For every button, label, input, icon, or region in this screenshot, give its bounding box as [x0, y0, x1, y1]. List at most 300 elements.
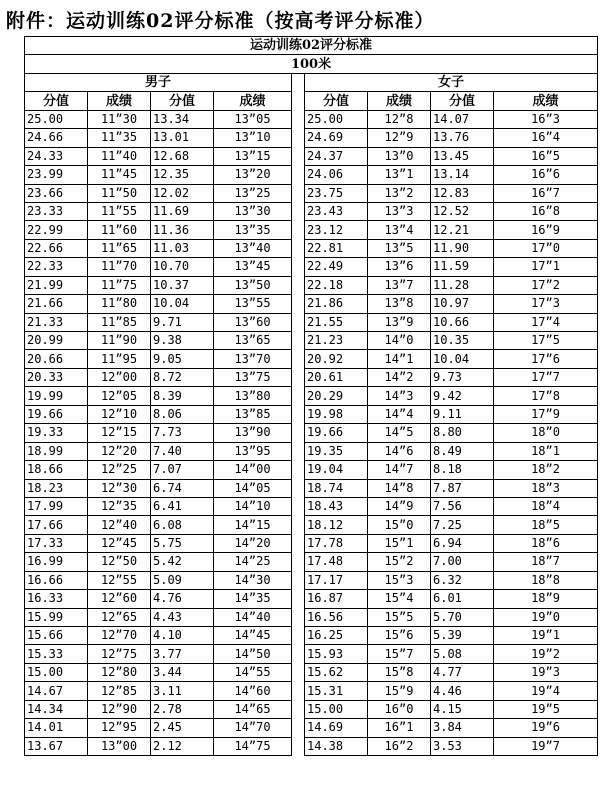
male-score-1-cell: 19.66 — [25, 405, 88, 423]
column-gap — [292, 682, 305, 700]
column-gap — [292, 184, 305, 202]
male-result-2-cell: 13”45 — [214, 258, 292, 276]
male-score-2-cell: 3.11 — [151, 682, 214, 700]
male-score-1-cell: 16.99 — [25, 553, 88, 571]
table-row — [25, 276, 598, 294]
male-result-2-cell: 14”55 — [214, 663, 292, 681]
column-gap — [292, 497, 305, 515]
male-result-2-cell: 13”80 — [214, 387, 292, 405]
table-row — [25, 534, 598, 552]
male-result-2-cell: 13”85 — [214, 405, 292, 423]
female-score-1-cell: 18.12 — [305, 516, 368, 534]
male-score-2-cell: 11.03 — [151, 239, 214, 257]
female-score-1-cell: 14.69 — [305, 719, 368, 737]
female-score-1-cell: 19.04 — [305, 461, 368, 479]
female-result-1-cell: 14”1 — [368, 350, 431, 368]
male-result-2-cell: 14”45 — [214, 627, 292, 645]
female-result-2-cell: 16”5 — [494, 147, 598, 165]
male-result-2-cell: 13”50 — [214, 276, 292, 294]
female-score-2-cell: 12.52 — [431, 202, 494, 220]
female-header: 女子 — [305, 73, 598, 91]
male-result-1-cell: 12”45 — [88, 534, 151, 552]
female-result-1-cell: 14”6 — [368, 442, 431, 460]
male-result-2-cell: 14”70 — [214, 719, 292, 737]
female-score-1-cell: 22.81 — [305, 239, 368, 257]
male-result-1-cell: 12”75 — [88, 645, 151, 663]
female-score-2-cell: 8.49 — [431, 442, 494, 460]
column-gap — [292, 110, 305, 128]
table-row — [25, 221, 598, 239]
male-score-2-cell: 5.75 — [151, 534, 214, 552]
female-score-2-cell: 12.83 — [431, 184, 494, 202]
male-result-header-1: 成绩 — [88, 92, 151, 110]
female-result-2-cell: 19”0 — [494, 608, 598, 626]
scoring-table — [24, 36, 598, 756]
female-score-1-cell: 17.17 — [305, 571, 368, 589]
male-result-2-cell: 13”90 — [214, 424, 292, 442]
male-result-2-cell: 13”65 — [214, 332, 292, 350]
female-score-2-cell: 10.35 — [431, 332, 494, 350]
female-score-1-cell: 20.61 — [305, 368, 368, 386]
female-result-2-cell: 16”6 — [494, 166, 598, 184]
male-score-1-cell: 18.23 — [25, 479, 88, 497]
male-result-1-cell: 12”85 — [88, 682, 151, 700]
male-result-1-cell: 11”40 — [88, 147, 151, 165]
column-gap — [292, 129, 305, 147]
female-result-2-cell: 19”6 — [494, 719, 598, 737]
male-score-2-cell: 3.77 — [151, 645, 214, 663]
male-result-1-cell: 11”95 — [88, 350, 151, 368]
female-result-1-cell: 12”9 — [368, 129, 431, 147]
male-result-1-cell: 11”85 — [88, 313, 151, 331]
male-score-2-cell: 10.37 — [151, 276, 214, 294]
table-row — [25, 479, 598, 497]
male-score-1-cell: 16.66 — [25, 571, 88, 589]
column-gap — [292, 387, 305, 405]
male-score-1-cell: 24.33 — [25, 147, 88, 165]
female-result-1-cell: 15”2 — [368, 553, 431, 571]
male-result-2-cell: 13”70 — [214, 350, 292, 368]
male-result-2-cell: 14”60 — [214, 682, 292, 700]
female-score-header-1: 分值 — [305, 92, 368, 110]
table-row — [25, 166, 598, 184]
female-score-1-cell: 24.69 — [305, 129, 368, 147]
female-result-1-cell: 15”0 — [368, 516, 431, 534]
female-score-2-cell: 7.56 — [431, 497, 494, 515]
male-result-1-cell: 12”15 — [88, 424, 151, 442]
female-result-1-cell: 14”4 — [368, 405, 431, 423]
female-result-2-cell: 18”4 — [494, 497, 598, 515]
table-row — [25, 627, 598, 645]
male-result-1-cell: 11”35 — [88, 129, 151, 147]
column-gap — [292, 424, 305, 442]
column-gap — [292, 350, 305, 368]
table-row — [25, 442, 598, 460]
table-row — [25, 682, 598, 700]
male-score-1-cell: 23.66 — [25, 184, 88, 202]
column-gap — [292, 663, 305, 681]
male-result-2-cell: 14”25 — [214, 553, 292, 571]
male-score-2-cell: 6.74 — [151, 479, 214, 497]
female-score-2-cell: 11.28 — [431, 276, 494, 294]
male-result-2-cell: 14”65 — [214, 700, 292, 718]
female-result-1-cell: 15”8 — [368, 663, 431, 681]
table-row — [25, 461, 598, 479]
male-result-1-cell: 11”80 — [88, 295, 151, 313]
male-score-header-2: 分值 — [151, 92, 214, 110]
male-score-1-cell: 22.33 — [25, 258, 88, 276]
male-score-1-cell: 16.33 — [25, 590, 88, 608]
column-gap — [292, 332, 305, 350]
female-result-header-2: 成绩 — [494, 92, 598, 110]
female-result-1-cell: 14”7 — [368, 461, 431, 479]
male-score-2-cell: 10.70 — [151, 258, 214, 276]
male-score-1-cell: 25.00 — [25, 110, 88, 128]
female-score-2-cell: 5.39 — [431, 627, 494, 645]
table-row — [25, 129, 598, 147]
male-result-1-cell: 11”30 — [88, 110, 151, 128]
male-result-2-cell: 13”25 — [214, 184, 292, 202]
table-row — [25, 700, 598, 718]
male-result-2-cell: 13”75 — [214, 368, 292, 386]
female-score-2-cell: 9.11 — [431, 405, 494, 423]
male-score-1-cell: 18.99 — [25, 442, 88, 460]
female-result-1-cell: 13”8 — [368, 295, 431, 313]
female-score-2-cell: 5.70 — [431, 608, 494, 626]
male-score-2-cell: 12.35 — [151, 166, 214, 184]
female-result-2-cell: 18”1 — [494, 442, 598, 460]
table-row — [25, 295, 598, 313]
female-score-header-2: 分值 — [431, 92, 494, 110]
male-result-2-cell: 14”10 — [214, 497, 292, 515]
male-score-1-cell: 20.66 — [25, 350, 88, 368]
male-result-1-cell: 12”30 — [88, 479, 151, 497]
female-result-2-cell: 17”5 — [494, 332, 598, 350]
male-score-1-cell: 15.66 — [25, 627, 88, 645]
female-result-2-cell: 18”2 — [494, 461, 598, 479]
male-result-2-cell: 13”35 — [214, 221, 292, 239]
male-score-1-cell: 15.99 — [25, 608, 88, 626]
male-result-1-cell: 12”20 — [88, 442, 151, 460]
male-score-1-cell: 17.66 — [25, 516, 88, 534]
female-result-1-cell: 15”9 — [368, 682, 431, 700]
female-score-1-cell: 24.37 — [305, 147, 368, 165]
column-gap — [292, 719, 305, 737]
female-result-1-cell: 14”0 — [368, 332, 431, 350]
male-score-2-cell: 8.72 — [151, 368, 214, 386]
table-title: 运动训练02评分标准 — [25, 37, 598, 55]
male-score-1-cell: 19.99 — [25, 387, 88, 405]
column-gap — [292, 571, 305, 589]
female-score-2-cell: 7.25 — [431, 516, 494, 534]
female-score-1-cell: 15.00 — [305, 700, 368, 718]
male-score-1-cell: 17.33 — [25, 534, 88, 552]
female-score-1-cell: 22.18 — [305, 276, 368, 294]
female-result-2-cell: 17”4 — [494, 313, 598, 331]
female-score-1-cell: 18.43 — [305, 497, 368, 515]
female-result-1-cell: 14”3 — [368, 387, 431, 405]
male-result-2-cell: 14”20 — [214, 534, 292, 552]
male-result-1-cell: 11”45 — [88, 166, 151, 184]
male-score-1-cell: 20.99 — [25, 332, 88, 350]
male-result-1-cell: 12”40 — [88, 516, 151, 534]
column-gap — [292, 239, 305, 257]
male-score-2-cell: 9.71 — [151, 313, 214, 331]
column-gap — [292, 221, 305, 239]
male-score-1-cell: 19.33 — [25, 424, 88, 442]
female-score-1-cell: 18.74 — [305, 479, 368, 497]
column-gap — [292, 276, 305, 294]
male-score-2-cell: 6.41 — [151, 497, 214, 515]
male-result-1-cell: 12”25 — [88, 461, 151, 479]
male-score-2-cell: 8.39 — [151, 387, 214, 405]
table-row — [25, 590, 598, 608]
female-result-2-cell: 18”7 — [494, 553, 598, 571]
female-result-2-cell: 18”5 — [494, 516, 598, 534]
column-gap — [292, 645, 305, 663]
female-score-1-cell: 23.75 — [305, 184, 368, 202]
female-result-2-cell: 19”1 — [494, 627, 598, 645]
female-score-2-cell: 7.00 — [431, 553, 494, 571]
female-score-1-cell: 17.48 — [305, 553, 368, 571]
male-result-1-cell: 12”60 — [88, 590, 151, 608]
column-gap — [292, 92, 305, 110]
female-score-2-cell: 6.32 — [431, 571, 494, 589]
female-result-2-cell: 19”7 — [494, 737, 598, 755]
male-score-2-cell: 9.05 — [151, 350, 214, 368]
female-score-1-cell: 24.06 — [305, 166, 368, 184]
male-result-2-cell: 13”55 — [214, 295, 292, 313]
female-score-2-cell: 5.08 — [431, 645, 494, 663]
male-score-2-cell: 13.34 — [151, 110, 214, 128]
table-row — [25, 368, 598, 386]
male-result-1-cell: 11”90 — [88, 332, 151, 350]
female-score-1-cell: 14.38 — [305, 737, 368, 755]
male-result-1-cell: 12”35 — [88, 497, 151, 515]
male-result-1-cell: 12”80 — [88, 663, 151, 681]
male-result-1-cell: 13”00 — [88, 737, 151, 755]
table-row — [25, 737, 598, 755]
female-result-1-cell: 13”3 — [368, 202, 431, 220]
table-row — [25, 313, 598, 331]
female-result-2-cell: 19”2 — [494, 645, 598, 663]
female-score-2-cell: 13.45 — [431, 147, 494, 165]
page-title: 附件：运动训练02评分标准（按高考评分标准） — [6, 10, 435, 32]
female-score-2-cell: 10.66 — [431, 313, 494, 331]
male-score-1-cell: 15.33 — [25, 645, 88, 663]
male-score-1-cell: 24.66 — [25, 129, 88, 147]
male-score-2-cell: 4.43 — [151, 608, 214, 626]
female-result-header-1: 成绩 — [368, 92, 431, 110]
male-score-2-cell: 2.45 — [151, 719, 214, 737]
male-result-2-cell: 13”15 — [214, 147, 292, 165]
male-result-header-2: 成绩 — [214, 92, 292, 110]
male-score-1-cell: 20.33 — [25, 368, 88, 386]
female-result-2-cell: 19”4 — [494, 682, 598, 700]
column-gap — [292, 590, 305, 608]
female-result-2-cell: 17”2 — [494, 276, 598, 294]
female-score-1-cell: 22.49 — [305, 258, 368, 276]
column-gap — [292, 737, 305, 755]
male-result-1-cell: 11”65 — [88, 239, 151, 257]
table-row — [25, 405, 598, 423]
female-result-2-cell: 17”6 — [494, 350, 598, 368]
female-result-2-cell: 18”3 — [494, 479, 598, 497]
male-result-2-cell: 14”00 — [214, 461, 292, 479]
male-result-2-cell: 14”35 — [214, 590, 292, 608]
male-result-2-cell: 13”30 — [214, 202, 292, 220]
female-score-1-cell: 19.98 — [305, 405, 368, 423]
female-result-1-cell: 13”2 — [368, 184, 431, 202]
female-result-1-cell: 13”7 — [368, 276, 431, 294]
male-result-1-cell: 11”60 — [88, 221, 151, 239]
female-result-1-cell: 13”9 — [368, 313, 431, 331]
female-result-1-cell: 15”1 — [368, 534, 431, 552]
female-score-1-cell: 19.35 — [305, 442, 368, 460]
male-result-2-cell: 14”75 — [214, 737, 292, 755]
female-score-2-cell: 4.77 — [431, 663, 494, 681]
female-result-1-cell: 13”0 — [368, 147, 431, 165]
male-score-2-cell: 6.08 — [151, 516, 214, 534]
male-result-2-cell: 14”50 — [214, 645, 292, 663]
female-result-2-cell: 17”9 — [494, 405, 598, 423]
female-score-1-cell: 19.66 — [305, 424, 368, 442]
female-result-1-cell: 13”5 — [368, 239, 431, 257]
female-score-2-cell: 8.80 — [431, 424, 494, 442]
female-score-2-cell: 11.59 — [431, 258, 494, 276]
male-score-2-cell: 7.40 — [151, 442, 214, 460]
female-score-2-cell: 3.84 — [431, 719, 494, 737]
male-result-2-cell: 13”95 — [214, 442, 292, 460]
table-row — [25, 239, 598, 257]
male-score-2-cell: 9.38 — [151, 332, 214, 350]
female-score-2-cell: 8.18 — [431, 461, 494, 479]
table-row — [25, 350, 598, 368]
male-score-2-cell: 7.73 — [151, 424, 214, 442]
female-score-1-cell: 21.86 — [305, 295, 368, 313]
female-result-1-cell: 14”5 — [368, 424, 431, 442]
male-score-1-cell: 23.99 — [25, 166, 88, 184]
table-row — [25, 608, 598, 626]
female-score-2-cell: 4.46 — [431, 682, 494, 700]
female-score-1-cell: 21.55 — [305, 313, 368, 331]
table-row — [25, 424, 598, 442]
female-result-1-cell: 16”1 — [368, 719, 431, 737]
column-gap — [292, 313, 305, 331]
table-row — [25, 258, 598, 276]
female-score-2-cell: 13.76 — [431, 129, 494, 147]
female-result-2-cell: 17”3 — [494, 295, 598, 313]
column-gap — [292, 516, 305, 534]
female-result-2-cell: 18”6 — [494, 534, 598, 552]
male-score-1-cell: 22.99 — [25, 221, 88, 239]
male-result-1-cell: 11”55 — [88, 202, 151, 220]
column-gap — [292, 147, 305, 165]
female-score-1-cell: 15.93 — [305, 645, 368, 663]
female-result-1-cell: 14”9 — [368, 497, 431, 515]
female-score-2-cell: 10.04 — [431, 350, 494, 368]
column-gap — [292, 442, 305, 460]
male-score-2-cell: 8.06 — [151, 405, 214, 423]
female-score-2-cell: 13.14 — [431, 166, 494, 184]
male-result-2-cell: 13”40 — [214, 239, 292, 257]
male-score-1-cell: 23.33 — [25, 202, 88, 220]
female-score-2-cell: 11.90 — [431, 239, 494, 257]
female-result-1-cell: 14”2 — [368, 368, 431, 386]
male-result-1-cell: 11”50 — [88, 184, 151, 202]
table-row — [25, 663, 598, 681]
male-score-2-cell: 10.04 — [151, 295, 214, 313]
female-result-1-cell: 14”8 — [368, 479, 431, 497]
male-score-2-cell: 5.42 — [151, 553, 214, 571]
male-result-2-cell: 13”60 — [214, 313, 292, 331]
male-score-2-cell: 11.36 — [151, 221, 214, 239]
female-score-1-cell: 20.29 — [305, 387, 368, 405]
column-gap — [292, 627, 305, 645]
column-gap — [292, 553, 305, 571]
event-label: 100米 — [25, 55, 598, 73]
column-gap — [292, 534, 305, 552]
male-score-1-cell: 14.67 — [25, 682, 88, 700]
male-score-2-cell: 4.10 — [151, 627, 214, 645]
male-result-1-cell: 12”70 — [88, 627, 151, 645]
column-gap — [292, 479, 305, 497]
male-result-1-cell: 12”90 — [88, 700, 151, 718]
female-score-1-cell: 16.87 — [305, 590, 368, 608]
column-gap — [292, 461, 305, 479]
male-score-2-cell: 4.76 — [151, 590, 214, 608]
female-score-2-cell: 9.73 — [431, 368, 494, 386]
female-result-1-cell: 16”0 — [368, 700, 431, 718]
male-result-2-cell: 14”40 — [214, 608, 292, 626]
female-result-2-cell: 19”5 — [494, 700, 598, 718]
male-score-1-cell: 17.99 — [25, 497, 88, 515]
female-result-2-cell: 19”3 — [494, 663, 598, 681]
female-score-2-cell: 3.53 — [431, 737, 494, 755]
female-result-2-cell: 16”4 — [494, 129, 598, 147]
column-gap — [292, 295, 305, 313]
male-result-1-cell: 12”65 — [88, 608, 151, 626]
male-score-2-cell: 5.09 — [151, 571, 214, 589]
table-row — [25, 202, 598, 220]
male-score-1-cell: 21.33 — [25, 313, 88, 331]
male-result-1-cell: 12”05 — [88, 387, 151, 405]
column-gap — [292, 368, 305, 386]
female-score-1-cell: 23.12 — [305, 221, 368, 239]
female-result-1-cell: 15”5 — [368, 608, 431, 626]
male-result-1-cell: 12”50 — [88, 553, 151, 571]
female-result-1-cell: 15”6 — [368, 627, 431, 645]
male-score-header-1: 分值 — [25, 92, 88, 110]
female-result-2-cell: 16”8 — [494, 202, 598, 220]
male-score-2-cell: 12.68 — [151, 147, 214, 165]
male-header: 男子 — [25, 73, 292, 91]
female-result-2-cell: 17”7 — [494, 368, 598, 386]
table-row — [25, 147, 598, 165]
male-result-1-cell: 12”10 — [88, 405, 151, 423]
male-score-2-cell: 2.12 — [151, 737, 214, 755]
female-score-2-cell: 10.97 — [431, 295, 494, 313]
female-score-1-cell: 16.56 — [305, 608, 368, 626]
table-body — [25, 37, 598, 756]
female-result-1-cell: 15”7 — [368, 645, 431, 663]
female-score-1-cell: 25.00 — [305, 110, 368, 128]
column-gap — [292, 166, 305, 184]
female-result-1-cell: 15”4 — [368, 590, 431, 608]
female-score-2-cell: 6.01 — [431, 590, 494, 608]
male-score-2-cell: 2.78 — [151, 700, 214, 718]
female-score-1-cell: 23.43 — [305, 202, 368, 220]
